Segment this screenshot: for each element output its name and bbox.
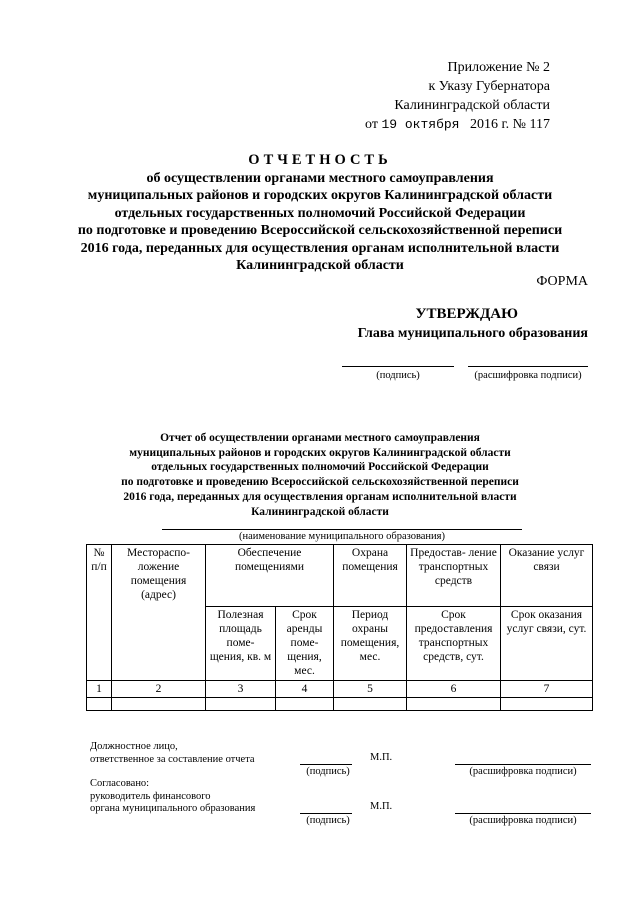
report-table	[86, 544, 593, 711]
approve-position: Глава муниципального образования	[357, 326, 588, 341]
header-location: Местораспо- ложение помещения (адрес)	[112, 545, 206, 681]
approve-decode-caption: (расшифровка подписи)	[474, 370, 582, 381]
title-line: 2016 года, переданных для осуществления органам исполнительной власти	[80, 240, 560, 256]
col-number: 2	[112, 681, 206, 698]
agreed-label: Согласовано:	[90, 778, 150, 789]
col-number: 3	[206, 681, 276, 698]
report-title	[90, 431, 550, 519]
responsible-signature-caption: (подпись)	[306, 766, 350, 777]
header-guard: Охрана помещения	[334, 545, 407, 607]
report-title-line: по подготовке и проведению Всероссийской сельскохозяйственной переписи	[121, 476, 519, 489]
subheader-area: Полезная площадь поме- щения, кв. м	[206, 607, 276, 681]
table-header-row	[87, 545, 593, 607]
approve-signature-line	[342, 366, 454, 367]
document-title	[40, 152, 600, 275]
date-suffix: 2016 г. № 117	[469, 117, 550, 132]
table-column-numbers-row	[87, 681, 593, 698]
date-prefix: от	[365, 117, 378, 132]
responsible-decode-caption: (расшифровка подписи)	[469, 766, 577, 777]
appendix-date	[330, 115, 550, 134]
finance-signature-line	[300, 813, 352, 814]
subheader-guard-period: Период охраны помещения, мес.	[334, 607, 407, 681]
table-cell	[276, 698, 334, 711]
title-heading: ОТЧЕТНОСТЬ	[248, 152, 392, 168]
table-cell	[112, 698, 206, 711]
header-premises: Обеспечение помещениями	[206, 545, 334, 607]
approve-heading: УТВЕРЖДАЮ	[415, 306, 518, 322]
responsible-signature-line	[300, 764, 352, 765]
seal-mark: М.П.	[370, 752, 393, 763]
table-empty-row	[87, 698, 593, 711]
responsible-line-2: ответственное за составление отчета	[90, 753, 255, 765]
form-label: ФОРМА	[536, 274, 588, 289]
title-line: отдельных государственных полномочий Российской Федерации	[114, 205, 526, 221]
subheader-transport-period: Срок предоставления транспортных средств, сут.	[407, 607, 501, 681]
title-line: по подготовке и проведению Всероссийской сельскохозяйственной переписи	[77, 223, 563, 238]
title-line: Калининградской области	[236, 258, 404, 273]
subheader-rent: Срок аренды поме- щения, мес.	[276, 607, 334, 681]
header-num: № п/п	[87, 545, 112, 681]
report-title-line: муниципальных районов и городских округов Калининградской области	[129, 446, 511, 459]
finance-line-2: органа муниципального образования	[90, 803, 256, 814]
title-line: муниципальных районов и городских округов Калининградской области	[87, 188, 553, 203]
col-number: 6	[407, 681, 501, 698]
header-communication: Оказание услуг связи	[501, 545, 593, 607]
finance-decode-line	[455, 813, 591, 814]
responsible-person-label	[90, 741, 310, 766]
table-cell	[87, 698, 112, 711]
subheader-comm-period: Срок оказания услуг связи, сут.	[501, 607, 593, 681]
col-number: 1	[87, 681, 112, 698]
title-line: об осуществлении органами местного самоуправления	[146, 170, 494, 186]
org-name-line	[162, 529, 522, 530]
appendix-line-3: Калининградской области	[394, 98, 550, 113]
report-title-line: Отчет об осуществлении органами местного самоуправления	[160, 432, 480, 444]
col-number: 4	[276, 681, 334, 698]
finance-line-1: руководитель финансового	[90, 790, 211, 802]
header-transport: Предостав- ление транспортных средств	[407, 545, 501, 607]
date-value: 19 октября	[381, 117, 460, 132]
table-cell	[334, 698, 407, 711]
col-number: 7	[501, 681, 593, 698]
report-title-line: Калининградской области	[251, 505, 389, 518]
appendix-line-1: Приложение № 2	[447, 60, 550, 75]
finance-decode-caption: (расшифровка подписи)	[469, 815, 577, 826]
appendix-line-2: к Указу Губернатора	[428, 79, 550, 94]
col-number: 5	[334, 681, 407, 698]
table-cell	[206, 698, 276, 711]
table-cell	[501, 698, 593, 711]
appendix-block	[330, 58, 550, 134]
responsible-decode-line	[455, 764, 591, 765]
approval-block	[320, 304, 588, 344]
approve-decode-line	[468, 366, 588, 367]
report-title-line: отдельных государственных полномочий Российской Федерации	[151, 461, 489, 474]
responsible-line-1: Должностное лицо,	[90, 741, 178, 752]
report-title-line: 2016 года, переданных для осуществления органам исполнительной власти	[123, 490, 517, 503]
approve-signature-caption: (подпись)	[376, 370, 420, 381]
seal-mark: М.П.	[370, 801, 393, 812]
finance-head-label	[90, 778, 310, 816]
finance-signature-caption: (подпись)	[306, 815, 350, 826]
org-name-caption: (наименование муниципального образования)	[238, 531, 446, 542]
table-cell	[407, 698, 501, 711]
